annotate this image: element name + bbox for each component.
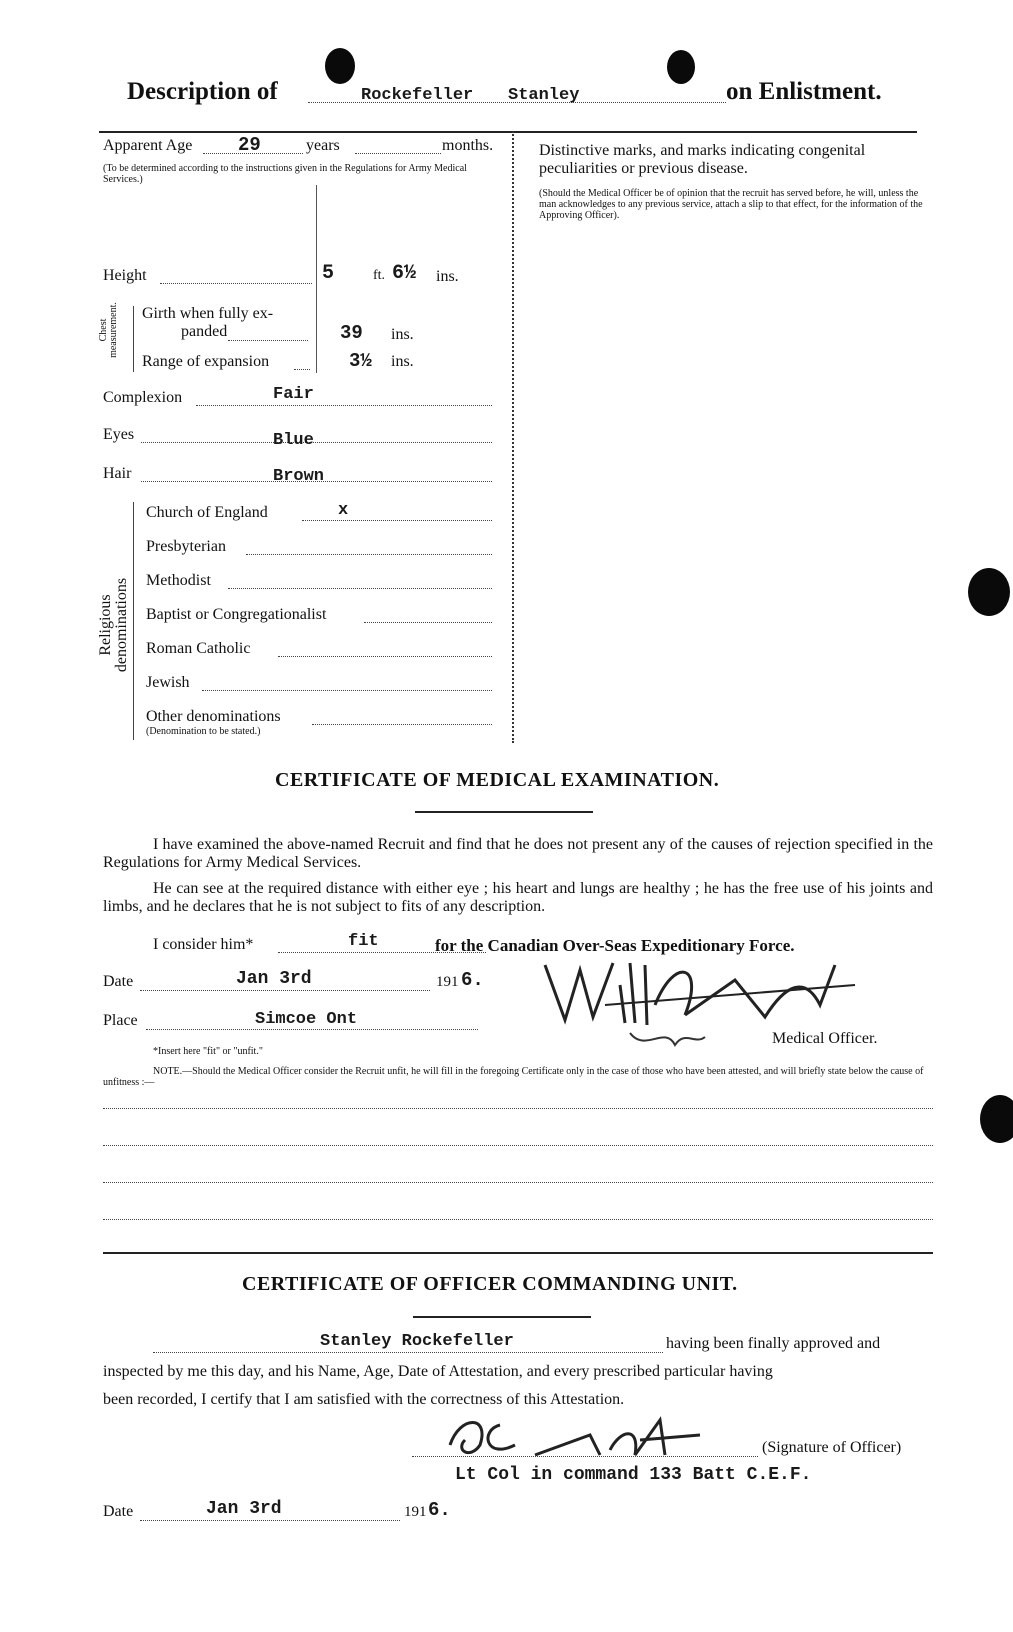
medical-paragraph-2: He can see at the required distance with either eye ; his heart and lungs are healthy ; he has the free use of his joints and limbs, and he declares that he is not subject to fits of any description. <box>103 880 933 915</box>
page-title <box>127 78 278 106</box>
years-label: years <box>306 137 340 154</box>
religion-baptist-label: Baptist or Congregationalist <box>146 606 327 623</box>
commanding-date-value: Jan 3rd <box>206 1499 282 1519</box>
distinctive-marks-label: Distinctive marks, and marks indicating congenital peculiarities or previous disease. <box>539 142 866 177</box>
punch-hole-right-middle <box>968 568 1010 616</box>
girth-unit: ins. <box>391 326 414 343</box>
religion-methodist-label: Methodist <box>146 572 211 589</box>
religion-other-note: (Denomination to be stated.) <box>146 726 261 737</box>
title-suffix: on Enlistment. <box>726 78 882 105</box>
unfit-line-2 <box>103 1145 933 1146</box>
range-value: 3½ <box>349 350 372 372</box>
commanding-line2: inspected by me this day, and his Name, Age, Date of Attestation, and every prescribed particular having <box>103 1363 773 1380</box>
medical-heading-rule <box>415 811 593 813</box>
eyes-value: Blue <box>273 431 314 450</box>
top-rule <box>99 131 917 133</box>
religion-presbyterian-label: Presbyterian <box>146 538 226 555</box>
title-given-name: Stanley <box>508 86 580 105</box>
eyes-label: Eyes <box>103 426 135 443</box>
punch-hole-right-lower <box>980 1095 1013 1143</box>
section-rule <box>103 1252 933 1254</box>
consider-label: I consider him* <box>153 936 254 953</box>
medical-paragraph-1: I have examined the above-named Recruit and find that he does not present any of the causes of rejection specified in the Regulations for Army Medical Services. <box>103 836 933 871</box>
measure-divider <box>316 185 317 373</box>
punch-hole-top-right <box>667 50 695 84</box>
range-label: Range of expansion <box>142 353 270 370</box>
medical-year-suffix: 6. <box>461 969 484 991</box>
force-label: for the Canadian Over-Seas Expeditionary Force. <box>435 936 795 955</box>
complexion-dots <box>196 405 492 406</box>
column-divider <box>512 131 514 743</box>
commanding-line3: been recorded, I certify that I am satisfied with the correctness of this Attestation. <box>103 1391 625 1408</box>
place-dots <box>146 1029 478 1030</box>
religion-church-of-england-dots <box>302 520 492 521</box>
girth-label-line2: panded <box>181 323 228 340</box>
commanding-name-value: Stanley Rockefeller <box>320 1332 514 1351</box>
months-dots <box>355 153 441 154</box>
unfit-line-1 <box>103 1108 933 1109</box>
commanding-name-dots <box>153 1352 663 1353</box>
medical-date-label: Date <box>103 973 134 990</box>
girth-dots <box>228 340 308 341</box>
height-inches-value: 6½ <box>392 262 417 285</box>
eyes-dots <box>141 442 492 443</box>
distinctive-marks-note: (Should the Medical Officer be of opinion that the recruit has served before, he will, unless the man acknowledges to any previous service, attach a slip to that effect, for the information of the Approving Officer). <box>539 188 923 221</box>
place-value: Simcoe Ont <box>255 1010 358 1029</box>
commanding-year-prefix: 191 <box>404 1504 427 1520</box>
punch-hole-top-left <box>325 48 355 84</box>
religion-roman-catholic-label: Roman Catholic <box>146 640 251 657</box>
religion-church-of-england-mark: x <box>338 501 349 520</box>
chest-bracket <box>133 306 134 372</box>
complexion-label: Complexion <box>103 389 183 406</box>
feet-label: ft. <box>373 268 386 283</box>
religion-side-label: Religious denominations <box>97 577 130 673</box>
religion-jewish-dots <box>202 690 492 691</box>
title-prefix: Description of <box>127 78 278 105</box>
unfit-line-3 <box>103 1182 933 1183</box>
commanding-signature-label: (Signature of Officer) <box>762 1439 902 1456</box>
title-surname: Rockefeller <box>361 86 474 105</box>
hair-label: Hair <box>103 465 132 482</box>
medical-officer-label: Medical Officer. <box>772 1030 878 1047</box>
religion-jewish-label: Jewish <box>146 674 190 691</box>
place-label: Place <box>103 1012 138 1029</box>
girth-value: 39 <box>340 322 363 344</box>
medical-heading: CERTIFICATE OF MEDICAL EXAMINATION. <box>275 769 720 791</box>
girth-label-line1: Girth when fully ex- <box>142 305 274 322</box>
religion-methodist-dots <box>228 588 492 589</box>
religion-other-label: Other denominations <box>146 708 281 725</box>
age-label: Apparent Age <box>103 137 193 154</box>
range-dots <box>294 369 310 370</box>
commanding-heading-rule <box>413 1316 591 1318</box>
months-label: months. <box>442 137 494 154</box>
religion-other-dots <box>312 724 492 725</box>
chest-side-label: Chest measurement. <box>98 302 119 358</box>
commanding-date-dots <box>140 1520 400 1521</box>
complexion-value: Fair <box>273 385 314 404</box>
age-note: (To be determined according to the instructions given in the Regulations for Army Medical Services.) <box>103 163 467 185</box>
religion-roman-catholic-dots <box>278 656 492 657</box>
religion-church-of-england-label: Church of England <box>146 504 268 521</box>
range-unit: ins. <box>391 353 414 370</box>
commanding-year-suffix: 6. <box>428 1499 451 1521</box>
fit-value: fit <box>348 932 379 951</box>
age-value: 29 <box>238 134 261 156</box>
medical-date-value: Jan 3rd <box>236 969 312 989</box>
height-ins-label: ins. <box>436 268 459 285</box>
commanding-signature-dots <box>412 1456 758 1457</box>
medical-year-prefix: 191 <box>436 974 459 990</box>
religion-bracket <box>133 502 134 740</box>
unfit-note: NOTE.—Should the Medical Officer consider the Recruit unfit, he will fill in the foregoing Certificate only in the case of those who have been attested, and will briefly state below the cause of unfitness :— <box>103 1066 924 1088</box>
commanding-line1-tail: having been finally approved and <box>666 1335 881 1352</box>
religion-presbyterian-dots <box>246 554 492 555</box>
unfit-line-4 <box>103 1219 933 1220</box>
commanding-rank-value: Lt Col in command 133 Batt C.E.F. <box>455 1465 812 1485</box>
medical-date-dots <box>140 990 430 991</box>
hair-value: Brown <box>273 467 325 486</box>
commanding-date-label: Date <box>103 1503 134 1520</box>
insert-note: *Insert here "fit" or "unfit." <box>153 1046 263 1057</box>
height-label: Height <box>103 267 147 284</box>
height-dots <box>160 283 312 284</box>
commanding-heading: CERTIFICATE OF OFFICER COMMANDING UNIT. <box>242 1273 738 1295</box>
religion-baptist-dots <box>364 622 492 623</box>
height-feet-value: 5 <box>322 262 335 285</box>
